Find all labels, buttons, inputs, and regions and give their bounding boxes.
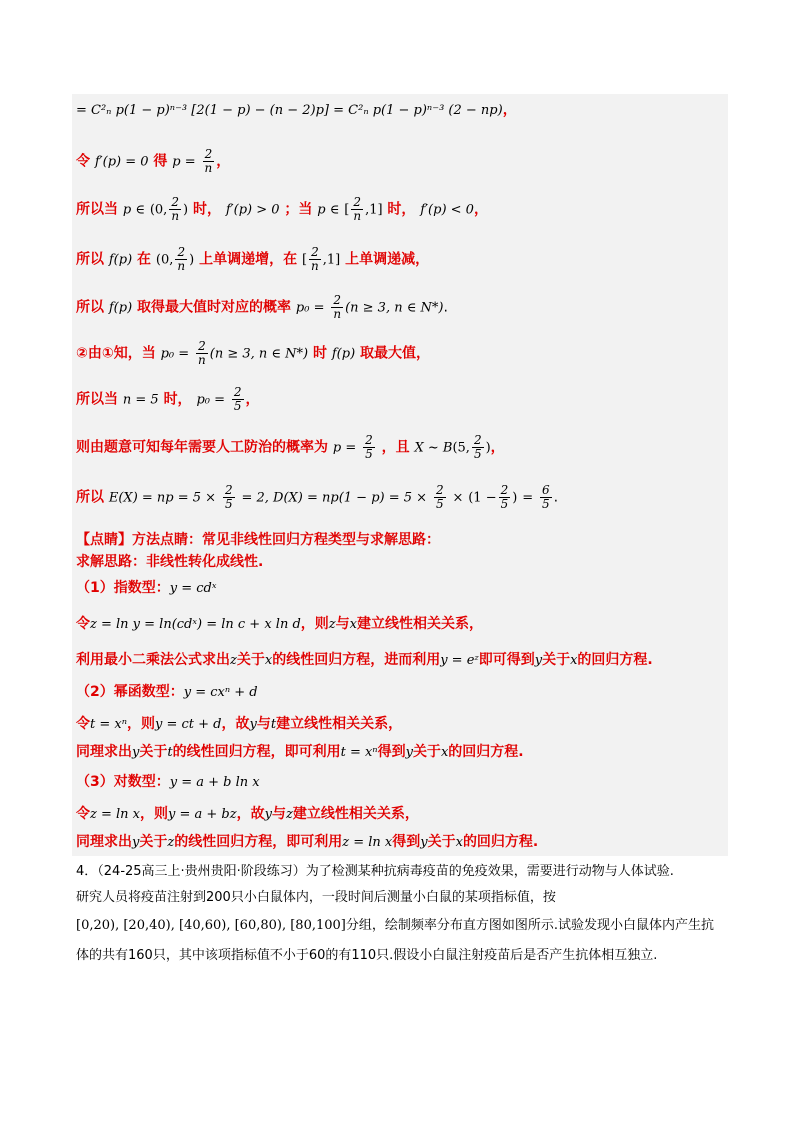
question-4-line-2: 研究人员将疫苗注射到200只小白鼠体内，一段时间后测量小白鼠的某项指标值，按 bbox=[76, 890, 556, 905]
fraction: $\frac{2}{5}$ bbox=[365, 433, 373, 461]
solution-line-2: 令 f′(p) = 0 得 p = $\frac{2}{n}$ ， bbox=[76, 147, 231, 175]
math-expression: f′(p) = 0 bbox=[94, 154, 149, 170]
exponential-type-heading: （1）指数型：y = cdˣ bbox=[76, 580, 217, 596]
fraction: $\frac{2}{5}$ bbox=[500, 483, 509, 511]
tip-line: 令t = xⁿ，则y = ct + d，故y与t建立线性相关关系， bbox=[76, 716, 403, 732]
tip-line: 令z = ln x，则y = a + bz，故y与z建立线性相关关系， bbox=[76, 806, 419, 822]
question-4-line-1: 4．（24-25高三上·贵州贵阳·阶段练习）为了检测某种抗病毒疫苗的免疫效果，需要进行动物与人体试验. bbox=[76, 864, 674, 879]
tip-line: 利用最小二乘法公式求出z关于x的线性回归方程，进而利用y = eᶻ即可得到y关于x的回归方程. bbox=[76, 652, 653, 668]
solution-line-5: 所以 f(p) 取得最大值时对应的概率 p₀ = $\frac{2}{n}$ (n ≥ 3, n ∈ N*). bbox=[76, 293, 448, 321]
fraction: $\frac{6}{5}$ bbox=[541, 483, 550, 511]
fraction: $\frac{2}{5}$ bbox=[224, 483, 233, 511]
power-type-heading: （2）幂函数型：y = cxⁿ + d bbox=[76, 684, 258, 700]
solution-line-7: 所以当 n = 5 时， p₀ = $\frac{2}{5}$ ， bbox=[76, 385, 260, 413]
fraction: $\frac{2}{5}$ bbox=[435, 483, 444, 511]
solution-line-8: 则由题意可知每年需要人工防治的概率为 p = $\frac{2}{5}$ ，且 X ~ B(5, $\frac{2}{5}$ )， bbox=[76, 433, 505, 461]
tip-heading: 【点睛】方法点睛：常见非线性回归方程类型与求解思路： bbox=[76, 532, 440, 548]
tip-line: 令z = ln y = ln(cdˣ) = ln c + x ln d，则z与x建立线性相关关系， bbox=[76, 616, 483, 632]
fraction: $\frac{2}{n}$ bbox=[204, 147, 213, 175]
fraction: $\frac{2}{n}$ bbox=[333, 293, 342, 321]
question-4-line-3: [0,20), [20,40), [40,60), [60,80), [80,100]分组，绘制频率分布直方图如图所示.试验发现小白鼠体内产生抗 bbox=[76, 918, 714, 933]
fraction: $\frac{2}{n}$ bbox=[198, 339, 206, 367]
solution-line-1: = C²ₙ p(1 − p)ⁿ⁻³ [2(1 − p) − (n − 2)p] = C²ₙ p(1 − p)ⁿ⁻³ (2 − np)， bbox=[76, 102, 517, 118]
question-4-line-4: 体的共有160只，其中该项指标值不小于60的有110只.假设小白鼠注射疫苗后是否产生抗体相互独立. bbox=[76, 948, 658, 963]
solution-line-4: 所以 f(p) 在 (0, $\frac{2}{n}$ ) 上单调递增，在 [ $\frac{2}{n}$ ,1] 上单调递减， bbox=[76, 245, 430, 273]
fraction: $\frac{2}{n}$ bbox=[177, 245, 186, 273]
tip-line: 同理求出y关于t的线性回归方程，即可利用t = xⁿ得到y关于x的回归方程. bbox=[76, 744, 524, 760]
solution-line-9: 所以 E(X) = np = 5 × $\frac{2}{5}$ = 2, D(X) = np(1 − p) = 5 × $\frac{2}{5}$ × (1 − $\frac{2}{5}$ ) = $\frac{6}{5}$ . bbox=[76, 483, 559, 511]
fraction: $\frac{2}{5}$ bbox=[473, 433, 482, 461]
fraction: $\frac{2}{5}$ bbox=[233, 385, 242, 413]
solution-line-6: ②由①知，当 p₀ = $\frac{2}{n}$ (n ≥ 3, n ∈ N*) 时 f(p) 取最大值， bbox=[76, 339, 431, 367]
solution-line-3: 所以当 p ∈ (0, $\frac{2}{n}$ ) 时， f′(p) > 0 ；当 p ∈ [ $\frac{2}{n}$ ,1] 时， f′(p) < 0， bbox=[76, 195, 488, 223]
fraction: $\frac{2}{n}$ bbox=[311, 245, 319, 273]
fraction: $\frac{2}{n}$ bbox=[171, 195, 180, 223]
tip-line: 求解思路：非线性转化成线性. bbox=[76, 554, 264, 570]
tip-line: 同理求出y关于z的线性回归方程，即可利用z = ln x得到y关于x的回归方程. bbox=[76, 834, 539, 850]
interval-groups: [0,20), [20,40), [40,60), [60,80), [80,100] bbox=[76, 918, 346, 933]
math-expression: = C²ₙ p(1 − p)ⁿ⁻³ [2(1 − p) − (n − 2)p] = C²ₙ p(1 − p)ⁿ⁻³ (2 − np) bbox=[76, 103, 503, 118]
fraction: $\frac{2}{n}$ bbox=[353, 195, 362, 223]
log-type-heading: （3）对数型：y = a + b ln x bbox=[76, 774, 260, 790]
math-expression: p = bbox=[172, 154, 196, 170]
